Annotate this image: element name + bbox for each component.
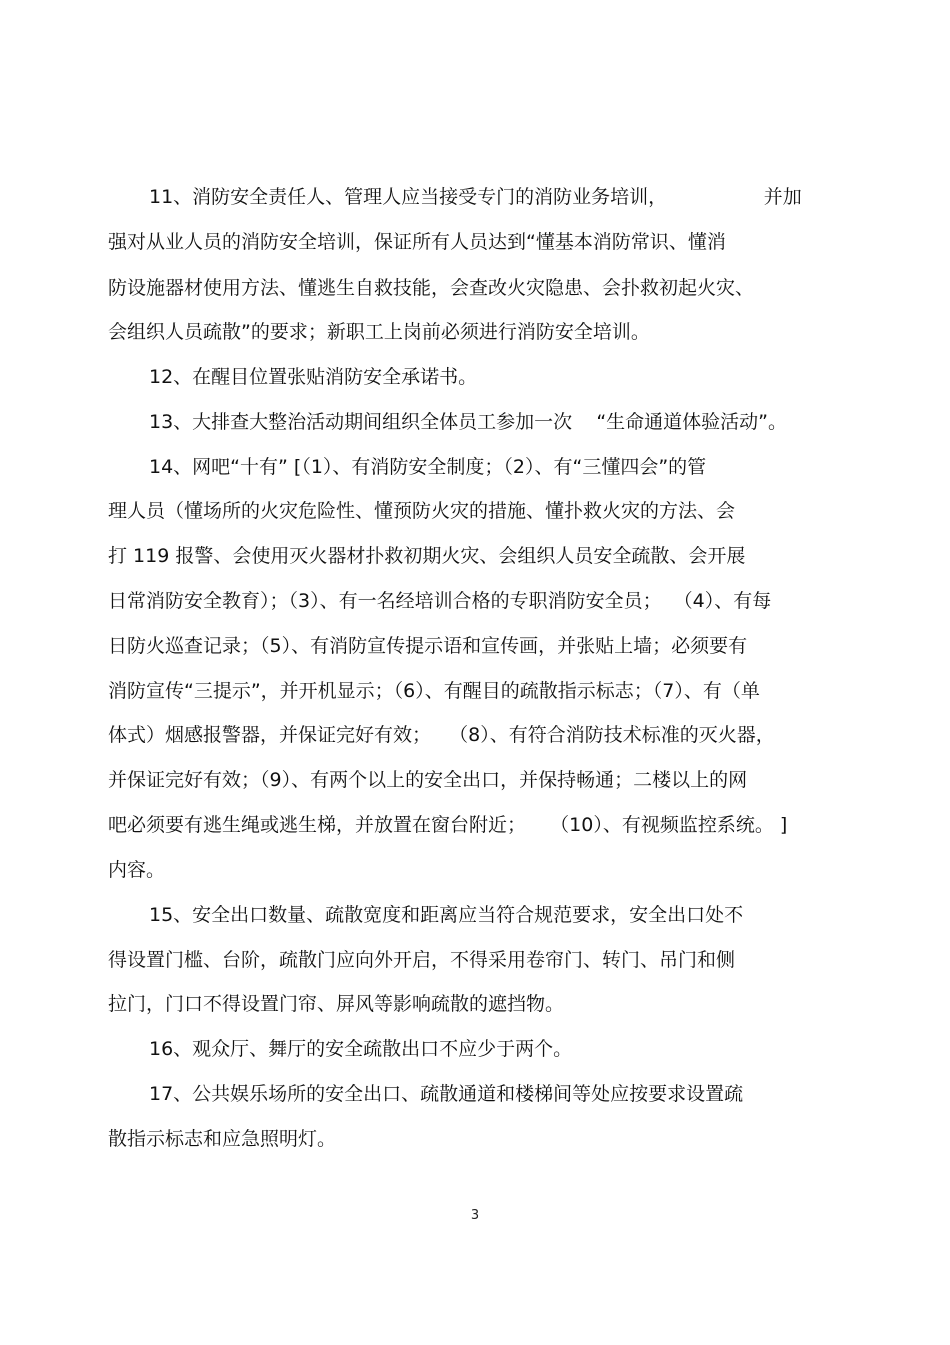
paragraph-11-line-2: 强对从业人员的消防安全培训，保证所有人员达到“懂基本消防常识、懂消 xyxy=(108,231,726,253)
paragraph-15-line-3: 拉门，门口不得设置门帘、屏风等影响疏散的遮挡物。 xyxy=(108,993,565,1015)
paragraph-14-line-6: 消防宣传“三提示”，并开机显示；（6）、有醒目的疏散指示标志；（7）、有（单 xyxy=(108,680,760,702)
paragraph-12-line-1: 12、在醒目位置张贴消防安全承诺书。 xyxy=(149,366,478,388)
paragraph-14-line-2: 理人员（懂场所的火灾危险性、懂预防火灾的措施、懂扑救火灾的方法、会 xyxy=(108,500,736,522)
paragraph-11-line-1: 11、消防安全责任人、管理人应当接受专门的消防业务培训， 并加 xyxy=(149,186,802,208)
paragraph-11-line-4: 会组织人员疏散”的要求；新职工上岗前必须进行消防安全培训。 xyxy=(108,321,650,343)
page-number: 3 xyxy=(470,1208,480,1223)
paragraph-14-line-4: 日常消防安全教育）；（3）、有一名经培训合格的专职消防安全员； （4）、有每 xyxy=(108,590,772,612)
paragraph-11-line-3: 防设施器材使用方法、懂逃生自救技能，会查改火灾隐患、会扑救初起火灾、 xyxy=(108,277,755,299)
paragraph-17-line-2: 散指示标志和应急照明灯。 xyxy=(108,1128,337,1150)
paragraph-14-line-1: 14、网吧“十有” [（1）、有消防安全制度；（2）、有“三懂四会”的管 xyxy=(149,456,707,478)
paragraph-14-line-7: 体式）烟感报警器，并保证完好有效； （8）、有符合消防技术标准的灭火器， xyxy=(108,724,775,746)
paragraph-14-line-8: 并保证完好有效；（9）、有两个以上的安全出口，并保持畅通；二楼以上的网 xyxy=(108,769,748,791)
paragraph-14-line-10: 内容。 xyxy=(108,859,166,881)
paragraph-15-line-2: 得设置门槛、台阶，疏散门应向外开启，不得采用卷帘门、转门、吊门和侧 xyxy=(108,949,736,971)
paragraph-14-line-3: 打 119 报警、会使用灭火器材扑救初期火灾、会组织人员安全疏散、会开展 xyxy=(108,545,746,567)
paragraph-13-line-1: 13、大排查大整治活动期间组织全体员工参加一次 “生命通道体验活动”。 xyxy=(149,411,788,433)
paragraph-14-line-9: 吧必须要有逃生绳或逃生梯，并放置在窗台附近； （10）、有视频监控系统。 ] xyxy=(108,814,788,836)
paragraph-16-line-1: 16、观众厅、舞厅的安全疏散出口不应少于两个。 xyxy=(149,1038,573,1060)
paragraph-14-line-5: 日防火巡查记录；（5）、有消防宣传提示语和宣传画，并张贴上墙；必须要有 xyxy=(108,635,748,657)
paragraph-17-line-1: 17、公共娱乐场所的安全出口、疏散通道和楼梯间等处应按要求设置疏 xyxy=(149,1083,744,1105)
paragraph-15-line-1: 15、安全出口数量、疏散宽度和距离应当符合规范要求，安全出口处不 xyxy=(149,904,744,926)
